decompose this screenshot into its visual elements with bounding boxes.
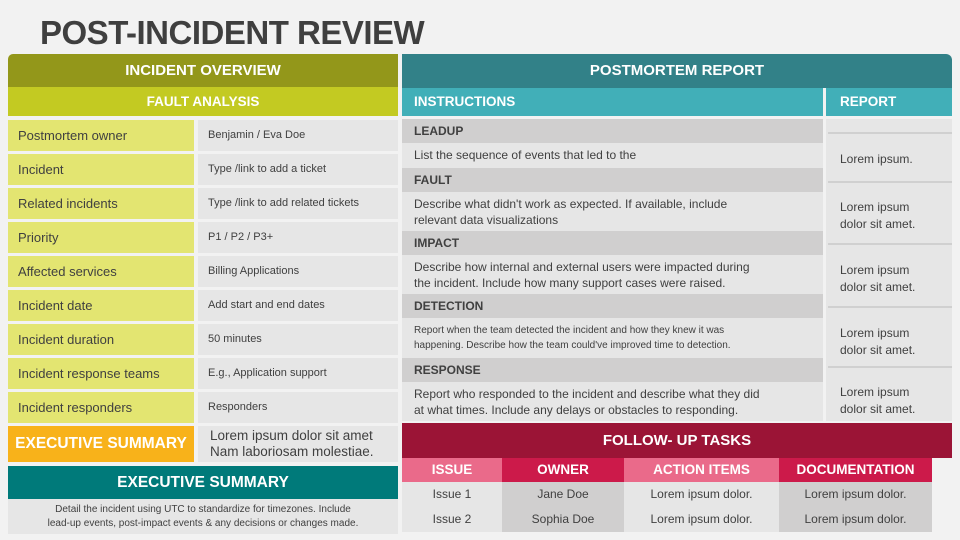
report-cell-response[interactable] [826,384,952,418]
follow-up-tasks-panel [402,423,952,532]
report-text: Lorem ipsum. [840,152,913,166]
documentation-column [779,482,932,532]
divider [828,366,952,368]
field-value[interactable]: P1 / P2 / P3+ [198,222,398,253]
section-title-response: RESPONSE [402,358,823,382]
follow-up-table-body [402,482,952,532]
table-row [8,120,398,151]
report-text: Lorem ipsum [840,326,910,340]
section-text: relevant data visualizations [414,213,559,227]
section-text: Describe what didn't work as expected. If available, include [414,197,728,211]
executive-summary-header: EXECUTIVE SUMMARY [8,466,398,499]
field-label: Related incidents [8,188,194,219]
section-text: the incident. Include how many support cases were raised. [414,276,726,290]
report-text: Lorem ipsum [840,263,910,277]
report-text: Lorem ipsum [840,385,910,399]
executive-summary-line2: Nam laboriosam molestiae. [210,444,374,459]
executive-summary-line1: Lorem ipsum dolor sit amet [210,428,373,443]
section-body-leadup [402,143,823,168]
section-body-impact [402,255,823,294]
report-header: REPORT [826,88,952,116]
field-label: Incident [8,154,194,185]
field-label: Affected services [8,256,194,287]
field-value[interactable]: Responders [198,392,398,423]
field-label: Postmortem owner [8,120,194,151]
report-cell-fault[interactable] [826,199,952,233]
report-cell-leadup[interactable] [826,151,952,168]
section-text: at what times. Include any delays or obstacles to responding. [414,403,739,417]
divider [828,181,952,183]
column-header-documentation: DOCUMENTATION [779,458,932,482]
table-row [8,256,398,287]
divider [828,132,952,134]
section-body-detection [402,318,823,358]
section-text: Report who responded to the incident and describe what they did [414,387,760,401]
field-value[interactable]: Add start and end dates [198,290,398,321]
table-row [8,290,398,321]
section-body-fault [402,192,823,231]
table-cell[interactable]: Jane Doe [537,487,589,501]
report-text: dolor sit amet. [840,280,916,294]
section-text: Report when the team detected the incident and how they knew it was [414,325,725,336]
table-cell[interactable]: Lorem ipsum dolor. [804,512,907,526]
divider [828,306,952,308]
field-value[interactable]: Benjamin / Eva Doe [198,120,398,151]
instructions-column [402,119,823,421]
incident-overview-panel [8,54,398,534]
issue-column [402,482,502,532]
field-value[interactable]: E.g., Application support [198,358,398,389]
section-body-response [402,382,823,421]
executive-summary-label: EXECUTIVE SUMMARY [8,426,194,462]
executive-summary-row [8,426,398,462]
field-label: Incident response teams [8,358,194,389]
table-row [8,154,398,185]
table-cell[interactable]: Issue 1 [432,487,472,501]
postmortem-report-panel [402,54,952,421]
postmortem-body [402,119,952,421]
fault-analysis-table [8,120,398,423]
postmortem-report-header: POSTMORTEM REPORT [402,54,952,88]
report-text: dolor sit amet. [840,217,916,231]
executive-summary-body[interactable] [8,499,398,534]
field-value[interactable]: 50 minutes [198,324,398,355]
report-text: Lorem ipsum [840,200,910,214]
section-text: happening. Describe how the team could've improved time to detection. [414,340,731,351]
field-label: Incident duration [8,324,194,355]
postmortem-subheader [402,88,952,116]
report-cell-detection[interactable] [826,325,952,359]
table-cell[interactable]: Issue 2 [432,512,472,526]
report-column [826,119,952,421]
section-text: Describe how internal and external users were impacted during [414,260,750,274]
instructions-header: INSTRUCTIONS [402,88,823,116]
column-header-action-items: ACTION ITEMS [624,458,779,482]
report-cell-impact[interactable] [826,262,952,296]
executive-summary-text-line1: Detail the incident using UTC to standardize for timezones. Include [55,504,351,515]
follow-up-column-headers [402,458,952,482]
action-items-column [624,482,779,532]
fault-analysis-header: FAULT ANALYSIS [8,87,398,116]
section-text: List the sequence of events that led to the [414,148,637,162]
field-label: Incident date [8,290,194,321]
section-title-detection: DETECTION [402,294,823,318]
incident-overview-header: INCIDENT OVERVIEW [8,54,398,87]
field-value[interactable]: Type /link to add a ticket [198,154,398,185]
owner-column [502,482,624,532]
field-label: Priority [8,222,194,253]
table-row [8,324,398,355]
divider [828,243,952,245]
table-row [8,222,398,253]
table-cell[interactable]: Lorem ipsum dolor. [804,487,907,501]
table-row [8,188,398,219]
report-text: dolor sit amet. [840,402,916,416]
section-title-fault: FAULT [402,168,823,192]
column-header-owner: OWNER [502,458,624,482]
table-cell[interactable]: Lorem ipsum dolor. [650,487,753,501]
table-cell[interactable]: Sophia Doe [531,512,595,526]
section-title-leadup: LEADUP [402,119,823,143]
column-header-issue: ISSUE [402,458,502,482]
table-row [8,358,398,389]
field-label: Incident responders [8,392,194,423]
follow-up-header: FOLLOW- UP TASKS [402,423,952,458]
field-value[interactable]: Billing Applications [198,256,398,287]
field-value[interactable]: Type /link to add related tickets [198,188,398,219]
executive-summary-text-line2: lead-up events, post-impact events & any decisions or changes made. [47,518,359,529]
page-title: POST-INCIDENT REVIEW [40,14,425,51]
executive-summary-value[interactable] [198,426,398,462]
section-title-impact: IMPACT [402,231,823,255]
table-row [8,392,398,423]
table-cell[interactable]: Lorem ipsum dolor. [650,512,753,526]
report-text: dolor sit amet. [840,343,916,357]
